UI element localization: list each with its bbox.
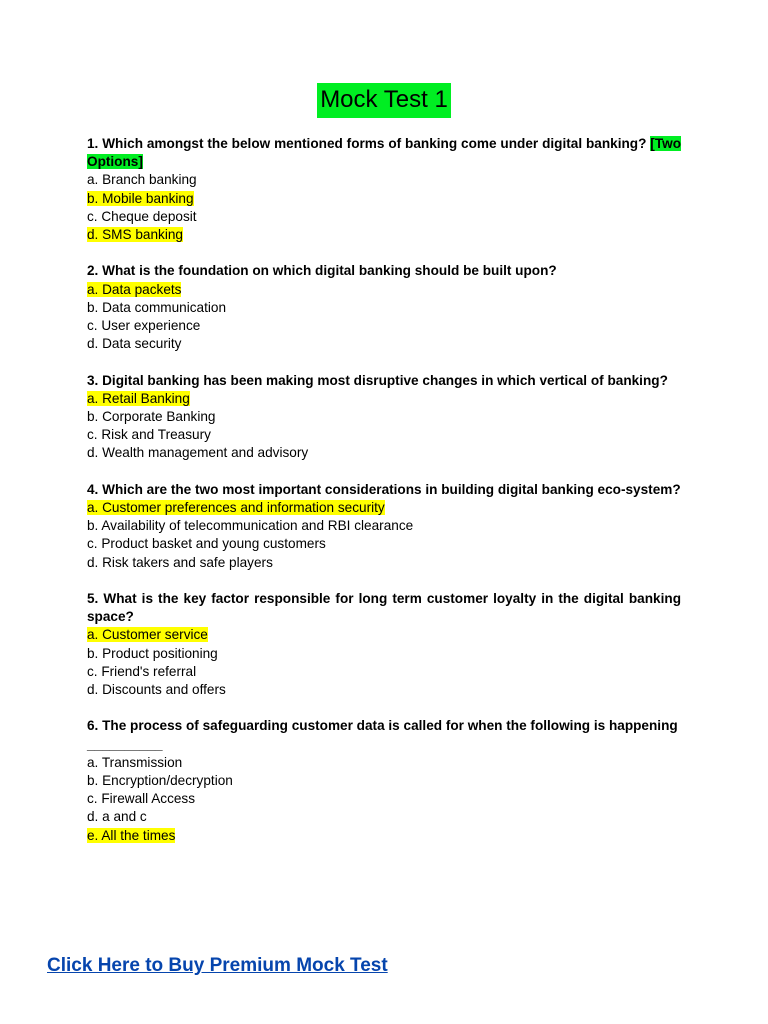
correct-answer-option: a. Data packets [87, 281, 182, 297]
option-row [87, 317, 681, 335]
answer-option: c. Cheque deposit [87, 208, 197, 224]
question-text [87, 135, 681, 171]
option-row [87, 772, 681, 790]
option-row [87, 408, 681, 426]
answer-option: c. Firewall Access [87, 791, 196, 807]
question-tag: [Two Options] [87, 136, 681, 170]
answer-option: c. Friend's referral [87, 663, 197, 679]
option-row [87, 444, 681, 462]
answer-blank: __________ [87, 736, 163, 752]
option-row [87, 499, 681, 517]
question-text [87, 717, 681, 735]
option-row [87, 645, 681, 663]
answer-option: b. Availability of telecommunication and RBI clearance [87, 518, 414, 534]
question-label: 3. Digital banking has been making most disruptive changes in which vertical of banking? [87, 372, 668, 388]
answer-option: c. User experience [87, 318, 201, 334]
option-row [87, 790, 681, 808]
answer-option: d. Discounts and offers [87, 682, 226, 698]
answer-option: d. Risk takers and safe players [87, 554, 273, 570]
question-text [87, 262, 681, 280]
question-block [87, 372, 681, 463]
question-text [87, 372, 681, 390]
correct-answer-option: a. Retail Banking [87, 390, 190, 406]
answer-option: a. Branch banking [87, 172, 197, 188]
option-row [87, 335, 681, 353]
question-label: 1. Which amongst the below mentioned forms of banking come under digital banking? [87, 136, 647, 151]
option-row [87, 281, 681, 299]
question-label: 5. What is the key factor responsible for long term customer loyalty in the digital banking space? [87, 591, 681, 625]
question-block [87, 590, 681, 699]
question-list [87, 135, 681, 863]
question-label: 2. What is the foundation on which digital banking should be built upon? [87, 263, 557, 279]
option-row [87, 426, 681, 444]
question-block [87, 481, 681, 572]
option-row [87, 808, 681, 826]
question-text [87, 481, 681, 499]
question-label: 4. Which are the two most important considerations in building digital banking eco-system? [87, 481, 681, 497]
question-label: 6. The process of safeguarding customer data is called for when the following is happening [87, 718, 678, 734]
correct-answer-option: e. All the times [87, 827, 176, 843]
answer-option: b. Product positioning [87, 645, 218, 661]
correct-answer-option: a. Customer service [87, 627, 208, 643]
page-title: Mock Test 1 [317, 83, 451, 118]
answer-option: b. Corporate Banking [87, 409, 216, 425]
option-row [87, 226, 681, 244]
correct-answer-option: b. Mobile banking [87, 190, 194, 206]
answer-option: b. Data communication [87, 299, 227, 315]
buy-premium-link[interactable]: Click Here to Buy Premium Mock Test [47, 955, 388, 976]
answer-option: b. Encryption/decryption [87, 773, 233, 789]
question-block [87, 717, 681, 844]
option-row [87, 390, 681, 408]
option-row [87, 299, 681, 317]
option-row [87, 663, 681, 681]
question-block [87, 262, 681, 353]
option-row [87, 626, 681, 644]
answer-option: a. Transmission [87, 754, 183, 770]
option-row [87, 517, 681, 535]
answer-option: d. Wealth management and advisory [87, 445, 309, 461]
answer-option: d. a and c [87, 809, 147, 825]
answer-option: c. Risk and Treasury [87, 427, 211, 443]
answer-option: c. Product basket and young customers [87, 536, 326, 552]
correct-answer-option: d. SMS banking [87, 227, 183, 243]
option-row [87, 190, 681, 208]
option-row [87, 827, 681, 845]
correct-answer-option: a. Customer preferences and information security [87, 500, 385, 516]
option-row [87, 681, 681, 699]
option-row [87, 171, 681, 189]
option-row [87, 535, 681, 553]
option-row [87, 208, 681, 226]
option-row [87, 554, 681, 572]
title-wrap [0, 83, 768, 118]
answer-option: d. Data security [87, 336, 182, 352]
option-row [87, 754, 681, 772]
question-text [87, 590, 681, 626]
question-block [87, 135, 681, 244]
